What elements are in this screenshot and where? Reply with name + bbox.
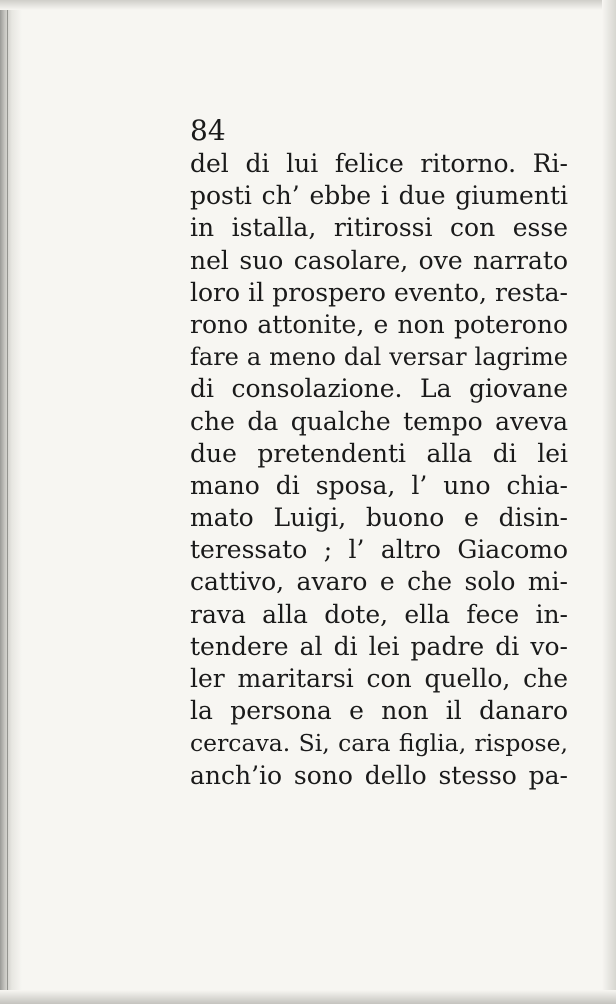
text-line: la persona e non il danaro bbox=[190, 696, 568, 726]
text-line: cattivo, avaro e che solo mi- bbox=[190, 567, 568, 597]
text-line: teressato ; l’ altro Giacomo bbox=[190, 535, 568, 565]
binding-line bbox=[7, 0, 8, 1004]
text-line: cercava. Si, cara figlia, rispose, bbox=[190, 729, 568, 758]
text-line: in istalla, ritirossi con esse bbox=[190, 213, 568, 243]
text-line: tendere al di lei padre di vo- bbox=[190, 631, 568, 661]
text-line: fare a meno dal versar lagrime bbox=[190, 343, 568, 372]
page-number: 84 bbox=[190, 114, 226, 147]
page-top-edge bbox=[0, 0, 616, 10]
text-line: che da qualche tempo aveva bbox=[190, 406, 568, 436]
text-line: anch’io sono dello stesso pa- bbox=[190, 760, 568, 790]
text-line: mano di sposa, l’ uno chia- bbox=[190, 470, 568, 500]
page-bottom-edge bbox=[0, 990, 616, 1004]
text-line: due pretendenti alla di lei bbox=[190, 438, 568, 468]
body-text bbox=[190, 148, 568, 792]
text-line: di consolazione. La giovane bbox=[190, 374, 568, 404]
text-line: ler maritarsi con quello, che bbox=[190, 664, 568, 693]
text-line: nel suo casolare, ove narrato bbox=[190, 245, 568, 275]
text-line: rava alla dote, ella fece in- bbox=[190, 599, 568, 629]
page-right-edge bbox=[602, 0, 616, 1004]
text-line: loro il prospero evento, resta- bbox=[190, 277, 568, 307]
text-line: del di lui felice ritorno. Ri- bbox=[190, 149, 568, 178]
text-line: mato Luigi, buono e disin- bbox=[190, 503, 568, 533]
page-gutter bbox=[0, 0, 22, 1004]
text-line: rono attonite, e non poterono bbox=[190, 309, 568, 339]
text-line: posti ch’ ebbe i due giumenti bbox=[190, 181, 568, 211]
